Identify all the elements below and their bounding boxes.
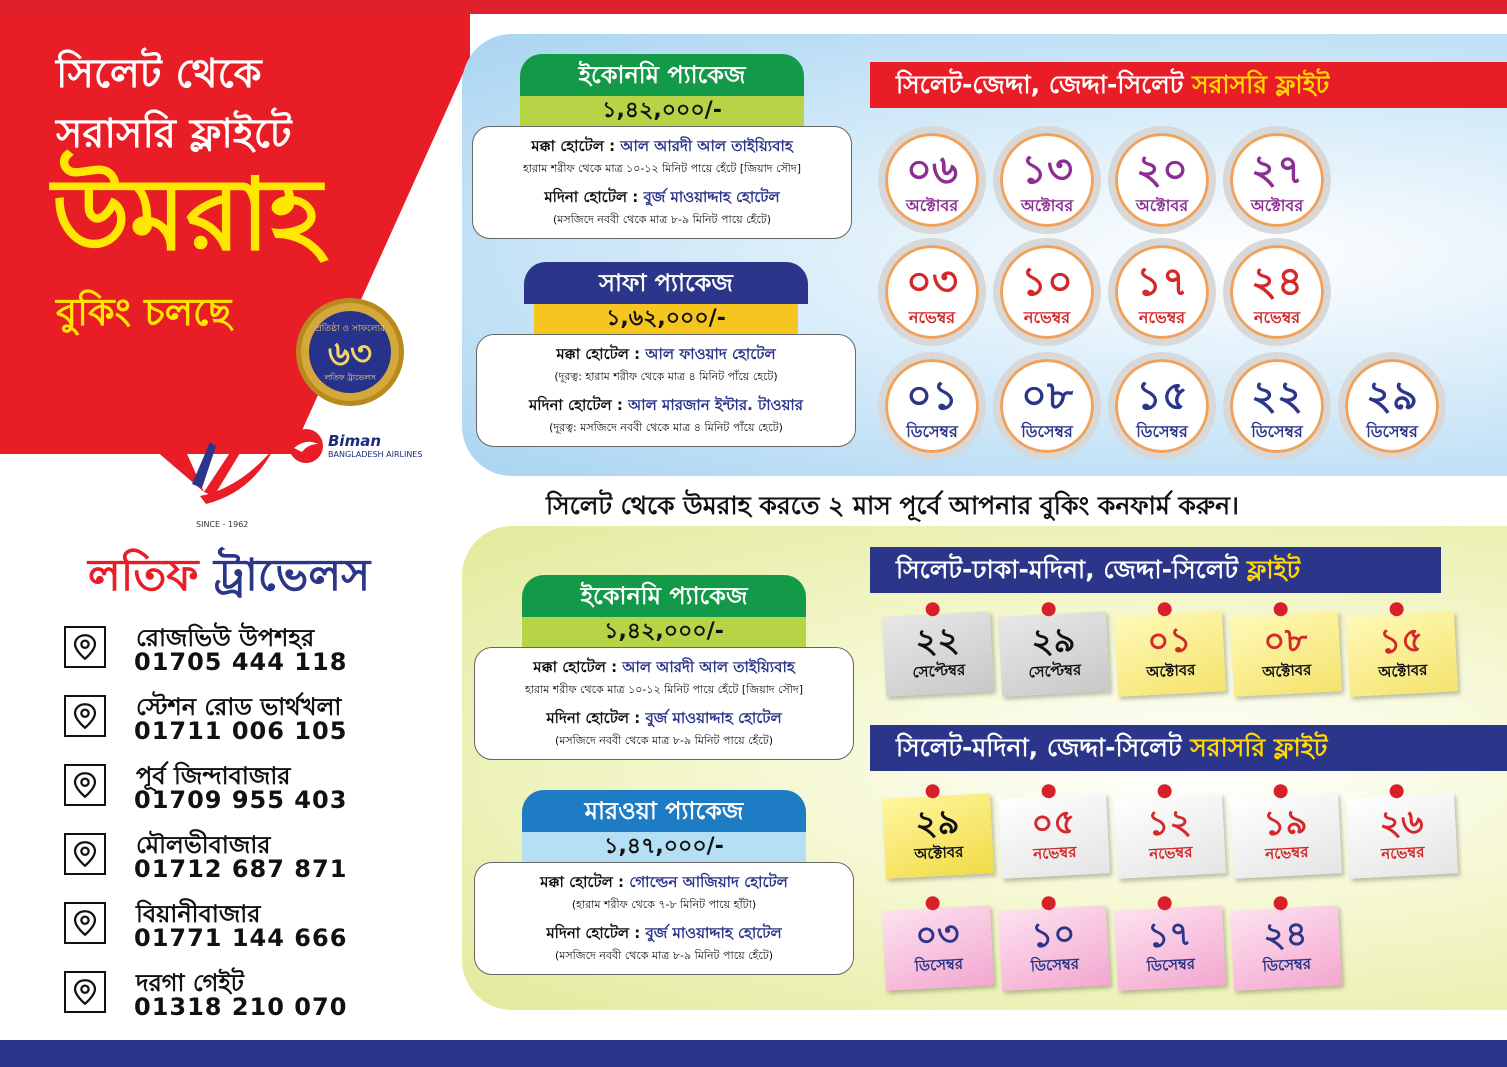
office-name: স্টেশন রোড ভার্থখলা: [136, 693, 342, 721]
push-pin-icon: [1041, 784, 1056, 799]
flight-heading-accent: সরাসরি ফ্লাইট: [1190, 733, 1328, 762]
bottom-bar: [0, 1040, 1507, 1067]
flight-date-day: ১২: [1146, 801, 1193, 845]
flight-date-month: নভেম্বর: [1023, 308, 1071, 327]
flight-heading-dhaka-madina: [870, 547, 1441, 593]
flight-date-badge: [1108, 238, 1216, 346]
flight-date-month: ডিসেম্বর: [1030, 954, 1080, 976]
package-title: মারওয়া প্যাকেজ: [522, 790, 806, 832]
flight-date-note: [1230, 611, 1342, 697]
flight-date-note: [882, 611, 994, 697]
madina-hotel-note: (মসজিদে নববী থেকে মাত্র ৮-৯ মিনিট পায়ে হেঁটে): [554, 949, 774, 962]
since-text: SINCE - 1962: [196, 520, 249, 529]
medal-number: ৬৩: [327, 334, 373, 374]
flight-date-month: নভেম্বর: [908, 308, 956, 327]
biman-name: Biman: [328, 432, 382, 450]
flight-date-day: ০৬: [905, 147, 958, 193]
push-pin-icon: [1157, 896, 1172, 911]
makkah-hotel-label: মক্কা হোটেল :: [540, 873, 625, 891]
push-pin-icon: [1041, 896, 1056, 911]
flight-date-day: ০১: [1146, 619, 1193, 663]
office-item: [64, 620, 444, 689]
flight-date-day: ২২: [1250, 373, 1303, 419]
push-pin-icon: [1273, 896, 1288, 911]
flight-date-day: ২৪: [1262, 913, 1309, 957]
flight-date-month: নভেম্বর: [1148, 842, 1193, 864]
hero-line-1: সিলেট থেকে: [56, 51, 262, 97]
package-details: [476, 334, 856, 447]
makkah-hotel-note: (হারাম শরীফ থেকে ৭-৮ মিনিট পায়ে হাঁটা): [571, 898, 757, 911]
madina-hotel-label: মদিনা হোটেল :: [546, 709, 641, 727]
flight-date-month: ডিসেম্বর: [914, 954, 964, 976]
flight-date-month: নভেম্বর: [1138, 308, 1186, 327]
flight-date-month: নভেম্বর: [1032, 842, 1077, 864]
flight-heading-direct-madina: [870, 725, 1507, 771]
flight-date-day: ১৩: [1021, 147, 1073, 193]
package-title: ইকোনমি প্যাকেজ: [522, 575, 806, 617]
flight-date-badge: [993, 352, 1101, 460]
office-item: [64, 827, 444, 896]
flight-date-month: অক্টোবর: [905, 196, 959, 215]
flight-date-badge: [1223, 238, 1331, 346]
madina-hotel-note: (মসজিদে নববী থেকে মাত্র ৮-৯ মিনিট পায়ে হেঁটে): [554, 734, 774, 747]
flight-date-month: অক্টোবর: [1145, 660, 1196, 682]
office-phone: 01771 144 666: [134, 924, 348, 952]
office-item: [64, 896, 444, 965]
flight-date-day: ২৯: [1366, 373, 1418, 419]
biman-emblem-icon: [286, 426, 326, 466]
package-card-safa: [482, 262, 850, 447]
makkah-hotel-name: আল ফাওয়াদ হোটেল: [645, 345, 776, 363]
location-pin-icon: [64, 626, 106, 668]
flight-date-month: ডিসেম্বর: [1262, 954, 1312, 976]
flight-date-month: ডিসেম্বর: [1146, 954, 1196, 976]
latif-logo-icon: [140, 392, 280, 512]
makkah-hotel-name: গোল্ডেন আজিয়াদ হোটেল: [629, 873, 788, 891]
makkah-hotel-name: আল আরদী আল তাইয়্যিবাহ: [622, 658, 795, 676]
package-details: [474, 862, 854, 975]
flight-date-month: ডিসেম্বর: [1251, 422, 1303, 441]
flight-date-badge: [1108, 352, 1216, 460]
location-pin-icon: [64, 833, 106, 875]
flight-date-badge: [878, 352, 986, 460]
office-phone: 01712 687 871: [134, 855, 348, 883]
biman-logo: [284, 426, 454, 466]
push-pin-icon: [1389, 784, 1404, 799]
flight-date-day: ২৬: [1378, 801, 1425, 845]
madina-hotel-line: [487, 394, 845, 419]
flight-date-note: [1114, 793, 1226, 879]
hero-booking-text: বুকিং চলছে: [56, 290, 232, 334]
flight-date-badge: [878, 238, 986, 346]
madina-hotel-line: [485, 922, 843, 947]
flight-date-badge: [878, 126, 986, 234]
package-price: ১,৪২,০০০/-: [520, 96, 804, 126]
anniversary-medal: [296, 298, 404, 406]
flight-date-month: অক্টোবর: [1250, 196, 1304, 215]
flight-date-note: [1346, 793, 1458, 879]
flight-date-month: ডিসেম্বর: [1366, 422, 1418, 441]
madina-hotel-label: মদিনা হোটেল :: [528, 396, 623, 414]
flight-heading-accent: ফ্লাইট: [1246, 555, 1301, 584]
flight-date-month: ডিসেম্বর: [906, 422, 958, 441]
flight-date-day: ১০: [1030, 913, 1077, 957]
booking-notice: সিলেট থেকে উমরাহ করতে ২ মাস পূর্বে আপনার বুকিং কনফার্ম করুন।: [546, 491, 1239, 520]
flight-date-badge: [1223, 352, 1331, 460]
flight-date-note: [1114, 905, 1226, 991]
flight-date-badge: [1108, 126, 1216, 234]
flight-date-month: নভেম্বর: [1253, 308, 1301, 327]
flight-date-badge: [993, 126, 1101, 234]
flight-date-day: ২৭: [1250, 147, 1303, 193]
flight-heading-text: সিলেট-জেদ্দা, জেদ্দা-সিলেট: [896, 70, 1184, 99]
medal-top-text: প্রতিষ্ঠা ও সাফল্যের: [315, 324, 385, 334]
biman-subtitle: BANGLADESH AIRLINES: [328, 450, 423, 459]
office-name: দরগা গেইট: [136, 969, 244, 997]
madina-hotel-label: মদিনা হোটেল :: [544, 188, 639, 206]
office-phone: 01318 210 070: [134, 993, 348, 1021]
flight-date-note: [1230, 905, 1342, 991]
makkah-hotel-note: (দূরত্ব: হারাম শরীফ থেকে মাত্র ৪ মিনিট পাঁয়ে হেটে): [554, 370, 778, 383]
flight-date-day: ০১: [906, 373, 958, 419]
madina-hotel-note: (মসজিদে নববী থেকে মাত্র ৮-৯ মিনিট পায়ে হেঁটে): [552, 213, 772, 226]
makkah-hotel-line: [485, 871, 843, 896]
flight-date-day: ২২: [914, 619, 961, 663]
flight-date-note: [1346, 611, 1458, 697]
brand-name: [88, 542, 370, 615]
office-list: [64, 620, 444, 1034]
flight-date-note: [1114, 611, 1226, 697]
brand-part-2: ট্রাভেলস: [213, 550, 371, 601]
flight-date-note: [882, 905, 994, 991]
flight-heading-direct-jeddah: [870, 62, 1507, 108]
flight-date-month: অক্টোবর: [1377, 660, 1428, 682]
push-pin-icon: [925, 602, 940, 617]
flight-date-month: নভেম্বর: [1380, 842, 1425, 864]
office-phone: 01711 006 105: [134, 717, 348, 745]
flight-date-badge: [1223, 126, 1331, 234]
office-name: পূর্ব জিন্দাবাজার: [136, 762, 291, 790]
office-item: [64, 689, 444, 758]
flight-date-day: ০৮: [1262, 619, 1309, 663]
hero-umrah-title: উমরাহ: [52, 156, 322, 273]
office-phone: 01709 955 403: [134, 786, 348, 814]
medal-bottom-text: লতিফ ট্রাভেলস: [324, 373, 376, 382]
location-pin-icon: [64, 695, 106, 737]
flight-date-day: ১০: [1021, 259, 1073, 305]
package-details: [474, 647, 854, 760]
flight-date-day: ২৪: [1251, 259, 1303, 305]
makkah-hotel-label: মক্কা হোটেল :: [533, 658, 618, 676]
makkah-hotel-label: মক্কা হোটেল :: [531, 137, 616, 155]
package-price: ১,৪৭,০০০/-: [522, 832, 806, 862]
flight-date-note: [882, 793, 994, 879]
flight-date-month: অক্টোবর: [1261, 660, 1312, 682]
package-card-marwa: [480, 790, 848, 975]
office-name: বিয়ানীবাজার: [136, 900, 261, 928]
flight-date-month: অক্টোবর: [913, 842, 964, 864]
flight-date-month: ডিসেম্বর: [1021, 422, 1073, 441]
makkah-hotel-line: [487, 343, 845, 368]
flight-heading-text: সিলেট-ঢাকা-মদিনা, জেদ্দা-সিলেট: [896, 555, 1238, 584]
madina-hotel-label: মদিনা হোটেল :: [546, 924, 641, 942]
madina-hotel-name: বুর্জ মাওয়াদ্দাহ হোটেল: [645, 709, 782, 727]
package-card-economy-top: [478, 54, 846, 239]
package-price: ১,৪২,০০০/-: [522, 617, 806, 647]
flight-date-day: ২৯: [914, 801, 961, 845]
madina-hotel-line: [485, 707, 843, 732]
flight-date-month: অক্টোবর: [1135, 196, 1189, 215]
flight-date-badge: [1338, 352, 1446, 460]
office-name: মৌলভীবাজার: [136, 831, 271, 859]
flight-date-day: ১৯: [1262, 801, 1309, 845]
flight-date-day: ২৯: [1030, 619, 1077, 663]
flight-date-day: ১৫: [1378, 619, 1425, 663]
flight-date-note: [1230, 793, 1342, 879]
flight-date-month: সেপ্টেম্বর: [1028, 660, 1082, 682]
madina-hotel-name: আল মারজান ইন্টার. টাওয়ার: [628, 396, 804, 414]
top-bar: [0, 0, 1507, 14]
push-pin-icon: [1157, 784, 1172, 799]
office-phone: 01705 444 118: [134, 648, 348, 676]
push-pin-icon: [1157, 602, 1172, 617]
push-pin-icon: [925, 896, 940, 911]
flight-date-day: ০৩: [914, 913, 961, 957]
push-pin-icon: [1041, 602, 1056, 617]
makkah-hotel-note: হারাম শরীফ থেকে মাত্র ১০-১২ মিনিট পায়ে হেঁটে [জিয়াদ সৌদ]: [524, 683, 803, 696]
flight-date-day: ২০: [1135, 147, 1188, 193]
flight-date-day: ১৭: [1136, 259, 1188, 305]
madina-hotel-note: (দূরত্ব: মসজিদে নববী থেকে মাত্র ৪ মিনিট পাঁয়ে হেটে): [549, 421, 783, 434]
flight-date-day: ১৭: [1146, 913, 1193, 957]
hero-line-2: সরাসরি ফ্লাইটে: [56, 111, 292, 157]
push-pin-icon: [925, 784, 940, 799]
flight-heading-text: সিলেট-মদিনা, জেদ্দা-সিলেট: [896, 733, 1182, 762]
package-title: ইকোনমি প্যাকেজ: [520, 54, 804, 96]
package-card-economy-bottom: [480, 575, 848, 760]
flight-date-month: ডিসেম্বর: [1136, 422, 1188, 441]
office-item: [64, 965, 444, 1034]
location-pin-icon: [64, 902, 106, 944]
office-name: রোজভিউ উপশহর: [136, 624, 315, 652]
madina-hotel-name: বুর্জ মাওয়াদ্দাহ হোটেল: [645, 924, 782, 942]
brand-part-1: লতিফ: [88, 550, 199, 601]
package-details: [472, 126, 852, 239]
flight-date-note: [998, 905, 1110, 991]
madina-hotel-line: [483, 186, 841, 211]
flight-date-day: ০৮: [1021, 373, 1073, 419]
flight-heading-accent: সরাসরি ফ্লাইট: [1192, 70, 1330, 99]
push-pin-icon: [1389, 602, 1404, 617]
flight-date-month: সেপ্টেম্বর: [912, 660, 966, 682]
flight-date-day: ০৩: [905, 259, 958, 305]
push-pin-icon: [1273, 602, 1288, 617]
flight-date-month: নভেম্বর: [1264, 842, 1309, 864]
package-title: সাফা প্যাকেজ: [524, 262, 808, 304]
office-item: [64, 758, 444, 827]
flight-date-day: ১৫: [1136, 373, 1188, 419]
location-pin-icon: [64, 764, 106, 806]
flight-date-month: অক্টোবর: [1020, 196, 1074, 215]
flight-date-note: [998, 793, 1110, 879]
makkah-hotel-note: হারাম শরীফ থেকে মাত্র ১০-১২ মিনিট পায়ে হেঁটে [জিয়াদ সৌদ]: [522, 162, 801, 175]
location-pin-icon: [64, 971, 106, 1013]
push-pin-icon: [1273, 784, 1288, 799]
madina-hotel-name: বুর্জ মাওয়াদ্দাহ হোটেল: [643, 188, 780, 206]
makkah-hotel-line: [483, 135, 841, 160]
flight-date-badge: [993, 238, 1101, 346]
package-price: ১,৬২,০০০/-: [534, 304, 798, 334]
makkah-hotel-name: আল আরদী আল তাইয়্যিবাহ: [620, 137, 793, 155]
makkah-hotel-line: [485, 656, 843, 681]
makkah-hotel-label: মক্কা হোটেল :: [556, 345, 641, 363]
flight-date-day: ০৫: [1030, 801, 1077, 845]
flight-date-note: [998, 611, 1110, 697]
